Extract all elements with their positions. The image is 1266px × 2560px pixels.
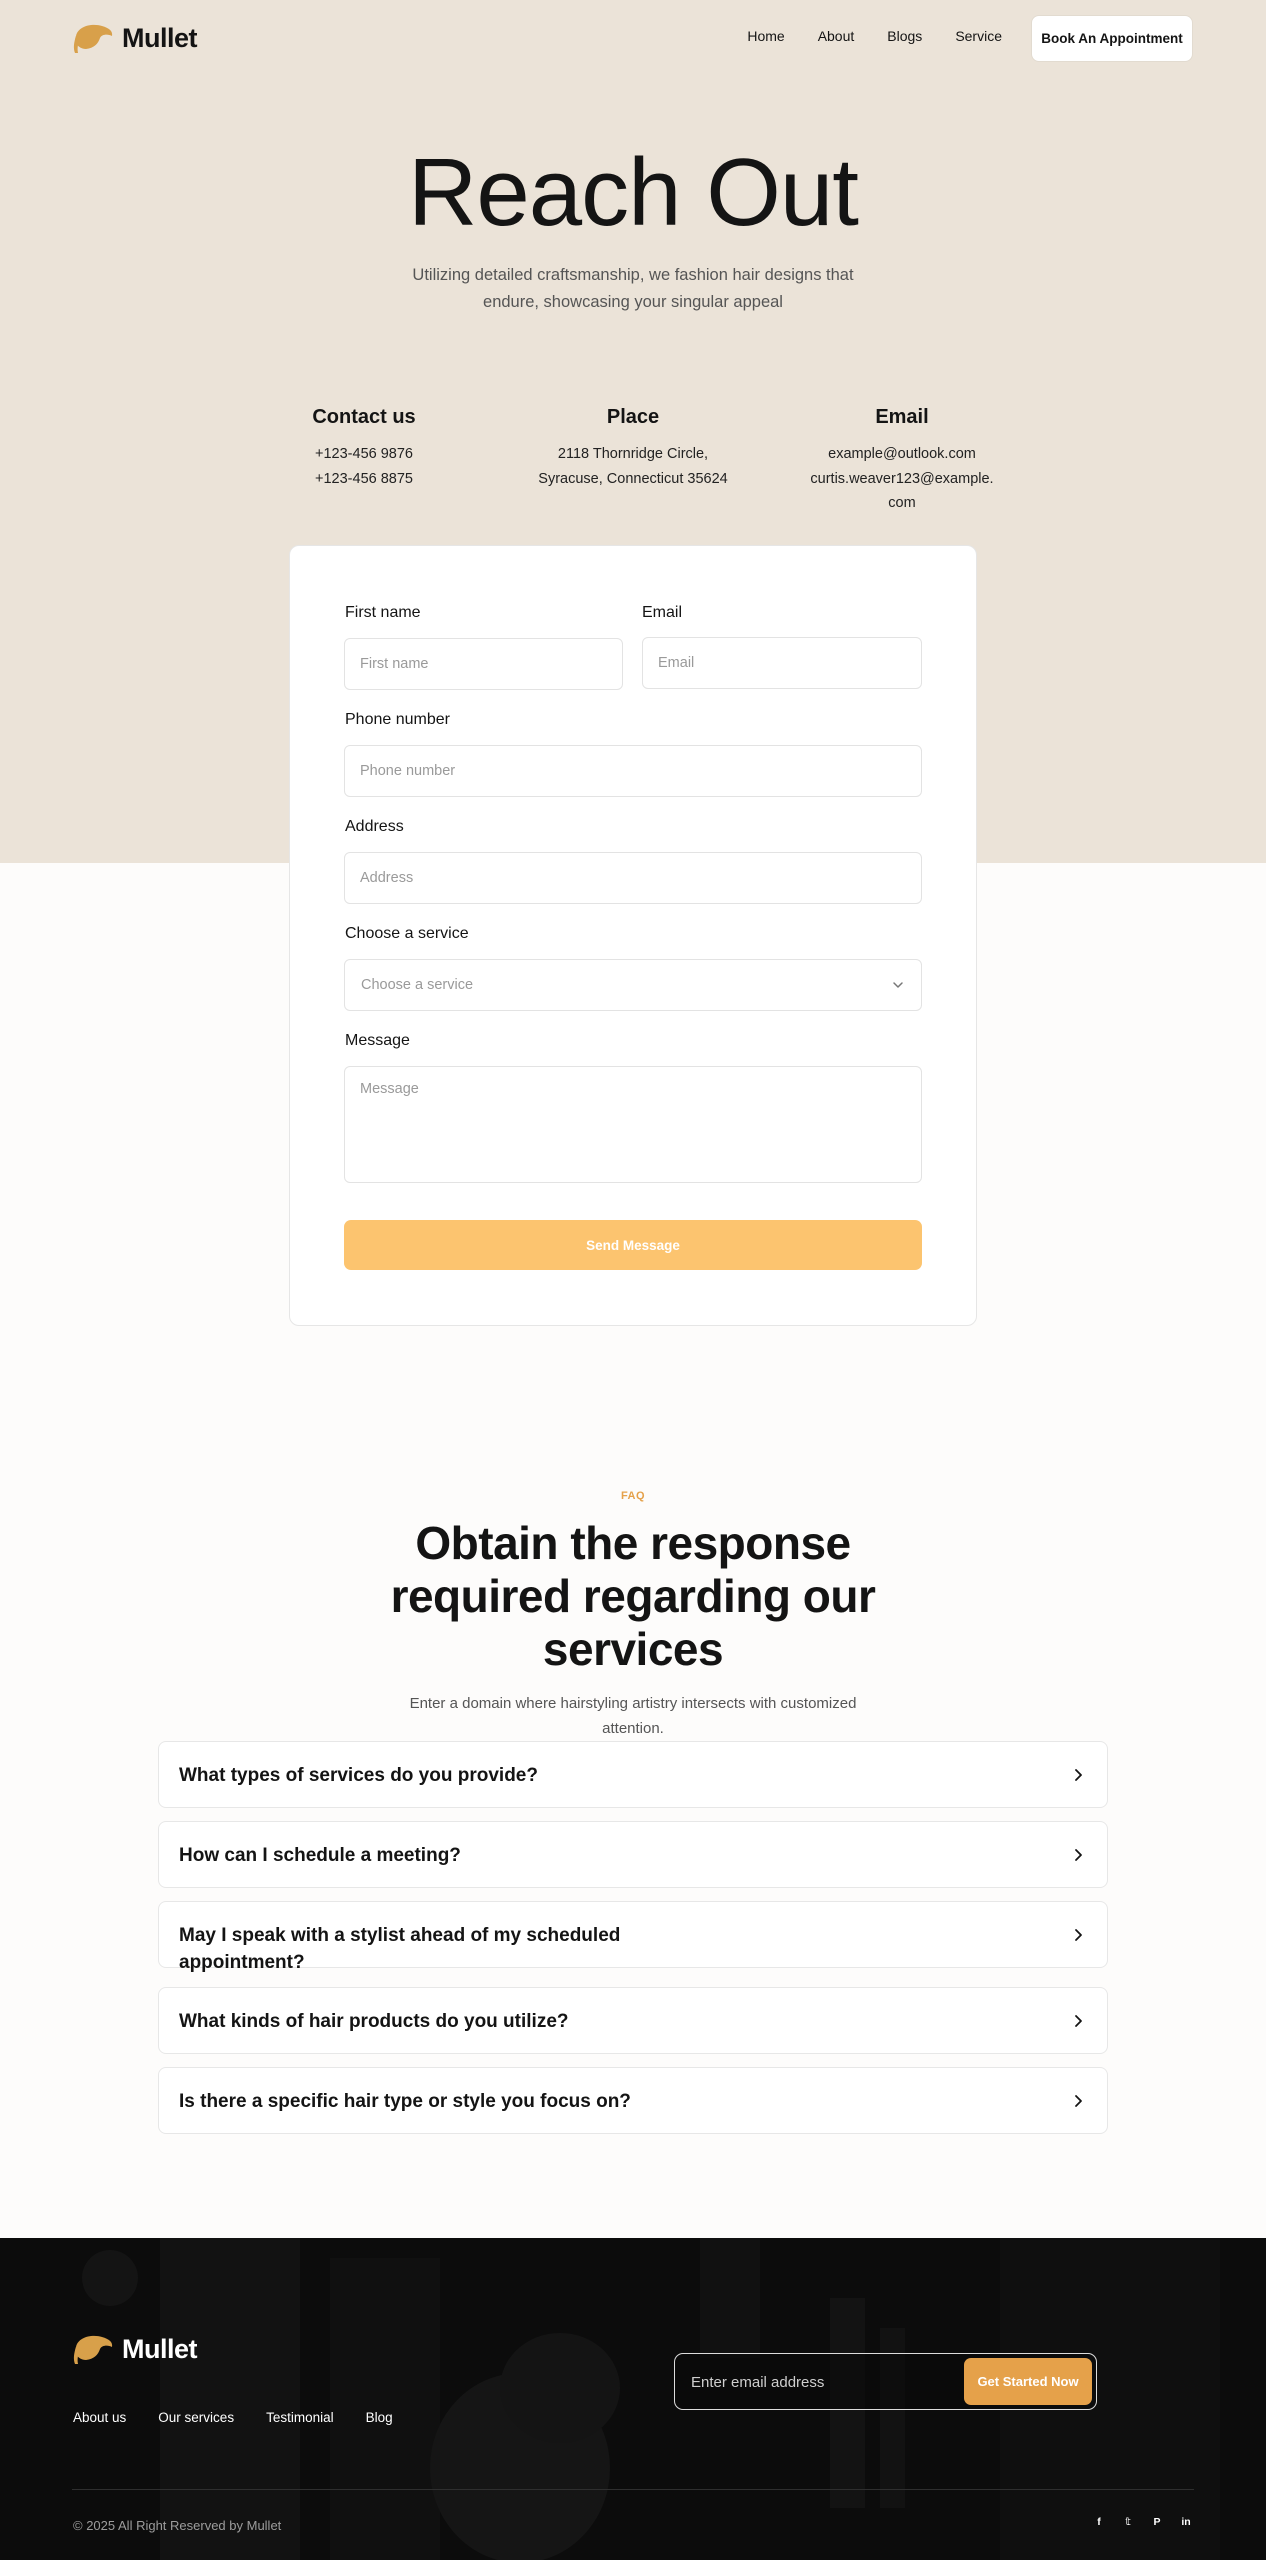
footer-brand-name: Mullet	[122, 2333, 197, 2364]
faq-item[interactable]	[158, 1987, 1108, 2054]
email-address[interactable]: com	[888, 495, 916, 511]
chevron-right-icon	[1069, 2092, 1087, 2110]
first-name-input[interactable]	[344, 638, 623, 690]
footer-link-testimonial[interactable]: Testimonial	[266, 2410, 334, 2425]
contact-form	[289, 545, 977, 1326]
footer-divider	[72, 2489, 1194, 2490]
nav-link-about[interactable]: About	[817, 28, 855, 44]
get-started-button[interactable]: Get Started Now	[964, 2358, 1092, 2405]
email-address[interactable]: curtis.weaver123@example.	[810, 470, 994, 487]
top-navigation	[0, 0, 1266, 78]
email-address[interactable]: example@outlook.com	[828, 446, 976, 462]
faq-item[interactable]	[158, 1901, 1108, 1973]
email-title: Email	[875, 406, 929, 428]
chevron-right-icon	[1069, 1766, 1087, 1784]
message-label: Message	[345, 1032, 410, 1049]
brand-name: Mullet	[122, 22, 197, 53]
address-input[interactable]	[344, 852, 922, 904]
phone-input[interactable]	[344, 745, 922, 797]
contact-us-title: Contact us	[312, 406, 416, 428]
site-footer	[0, 2238, 1266, 2560]
email-input[interactable]	[642, 637, 922, 689]
footer-logo[interactable]	[72, 2333, 197, 2365]
page-subtitle: Utilizing detailed craftsmanship, we fashion hair designs that endure, showcasing your singular appeal	[412, 266, 854, 311]
linkedin-icon[interactable]: in	[1181, 2516, 1191, 2528]
nav-link-home[interactable]: Home	[747, 28, 785, 44]
contact-us-block	[244, 406, 484, 491]
faq-question: What kinds of hair products do you utilize?	[179, 2011, 569, 2032]
mullet-hair-logo-icon	[72, 2333, 116, 2365]
phone-label: Phone number	[345, 711, 450, 728]
facebook-icon[interactable]: f	[1097, 2516, 1101, 2528]
nav-link-blogs[interactable]: Blogs	[887, 28, 923, 44]
faq-item[interactable]	[158, 1741, 1108, 1808]
newsletter-form	[674, 2353, 1097, 2410]
social-links	[1092, 2515, 1193, 2529]
nav-link-service[interactable]: Service	[955, 28, 1002, 44]
footer-menu	[73, 2410, 393, 2425]
service-label: Choose a service	[345, 925, 469, 942]
footer-link-blog[interactable]: Blog	[365, 2410, 393, 2425]
footer-link-services[interactable]: Our services	[158, 2410, 235, 2425]
address-label: Address	[345, 818, 404, 835]
email-block	[782, 406, 1022, 516]
faq-question: How can I schedule a meeting?	[179, 1845, 461, 1866]
main-menu	[747, 28, 1002, 44]
twitter-icon[interactable]: 𝕥	[1125, 2516, 1131, 2528]
copyright-text: © 2025 All Right Reserved by Mullet	[73, 2518, 282, 2533]
faq-item[interactable]	[158, 2067, 1108, 2134]
faq-eyebrow: FAQ	[620, 1490, 646, 1502]
faq-item[interactable]	[158, 1821, 1108, 1888]
phone-number[interactable]: +123-456 9876	[315, 446, 413, 462]
send-message-button[interactable]: Send Message	[344, 1220, 922, 1270]
message-textarea[interactable]	[344, 1066, 922, 1183]
faq-subtitle: Enter a domain where hairstyling artistry intersects with customized attention.	[409, 1695, 857, 1737]
place-block	[513, 406, 753, 491]
newsletter-email-input[interactable]	[691, 2367, 941, 2397]
mullet-hair-logo-icon	[72, 22, 116, 54]
book-appointment-button[interactable]: Book An Appointment	[1031, 15, 1193, 62]
chevron-down-icon	[891, 978, 905, 992]
pinterest-icon[interactable]: P	[1153, 2516, 1161, 2528]
faq-question: Is there a specific hair type or style you focus on?	[179, 2091, 631, 2112]
faq-question: What types of services do you provide?	[179, 1765, 538, 1786]
brand-logo[interactable]	[72, 22, 197, 54]
service-select-placeholder: Choose a service	[361, 977, 474, 993]
page-title: Reach Out	[408, 139, 858, 246]
address-line: 2118 Thornridge Circle,	[557, 446, 709, 462]
address-line: Syracuse, Connecticut 35624	[538, 470, 728, 487]
email-label: Email	[642, 604, 683, 621]
chevron-right-icon	[1069, 1926, 1087, 1944]
place-title: Place	[606, 406, 660, 428]
first-name-label: First name	[345, 604, 421, 621]
chevron-right-icon	[1069, 1846, 1087, 1864]
faq-title: Obtain the response required regarding our services	[390, 1517, 876, 1675]
service-select[interactable]	[344, 959, 922, 1011]
phone-number[interactable]: +123-456 8875	[315, 470, 413, 487]
chevron-right-icon	[1069, 2012, 1087, 2030]
faq-question: May I speak with a stylist ahead of my scheduled appointment?	[179, 1925, 621, 1973]
footer-link-about[interactable]: About us	[73, 2410, 127, 2425]
